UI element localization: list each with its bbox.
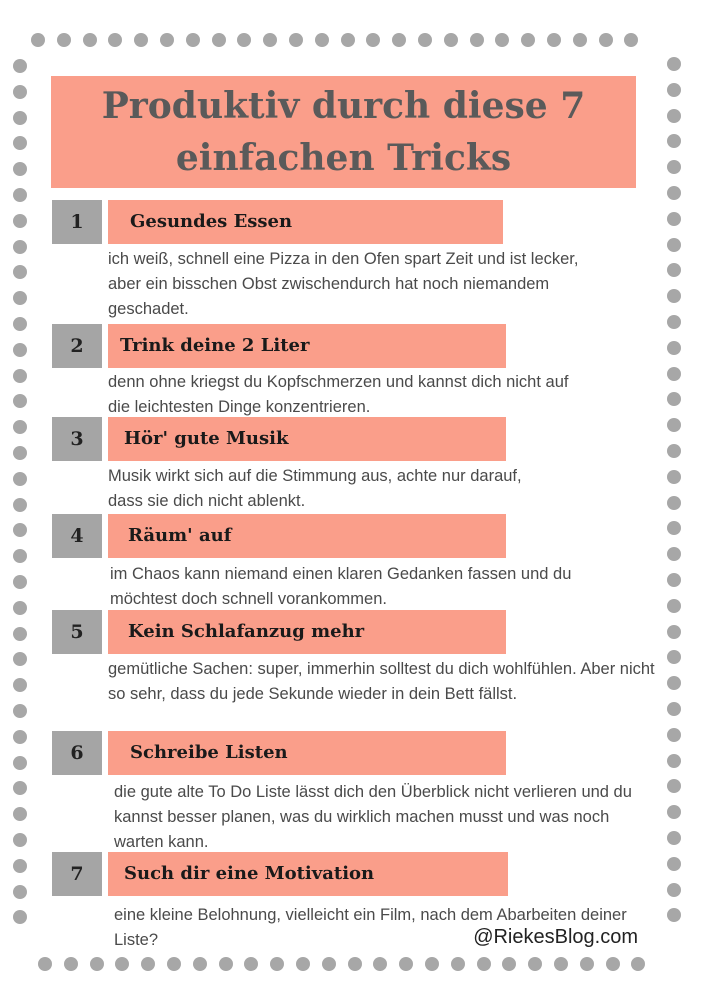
border-dot [502, 957, 516, 971]
tip-description: eine kleine Belohnung, vielleicht ein Film, nach dem Abarbeiten deiner Liste? [114, 906, 627, 949]
border-dot [13, 601, 27, 615]
border-dot [13, 549, 27, 563]
border-dot [244, 957, 258, 971]
border-dot [13, 265, 27, 279]
border-dot [667, 367, 681, 381]
border-dot [631, 957, 645, 971]
border-dot [270, 957, 284, 971]
border-dot [13, 498, 27, 512]
border-dot [108, 33, 122, 47]
tip-number-badge: 7 [52, 852, 102, 896]
border-dot [667, 857, 681, 871]
tip-heading: Such dir eine Motivation [124, 863, 375, 884]
border-dot [13, 343, 27, 357]
border-dot [667, 238, 681, 252]
border-dot [83, 33, 97, 47]
border-dot [13, 678, 27, 692]
border-dot [624, 33, 638, 47]
border-dot [13, 652, 27, 666]
border-dot [13, 420, 27, 434]
border-dot [193, 957, 207, 971]
border-dot [13, 162, 27, 176]
border-dot [451, 957, 465, 971]
border-dot [13, 240, 27, 254]
border-dot [667, 418, 681, 432]
border-dot [186, 33, 200, 47]
tip-description: gemütliche Sachen: super, immerhin solltest du dich wohlfühlen. Aber nicht so sehr, dass du jede Sekunde wieder in dein Bett fällst. [108, 660, 655, 703]
border-dot [667, 341, 681, 355]
border-dot [667, 831, 681, 845]
border-dot [667, 521, 681, 535]
border-dot [289, 33, 303, 47]
tip-description: ich weiß, schnell eine Pizza in den Ofen spart Zeit und ist lecker, aber ein bisschen Obst zwischendurch hat noch niemandem geschadet. [108, 250, 579, 318]
border-dot [667, 444, 681, 458]
border-dot [667, 573, 681, 587]
border-dot [667, 57, 681, 71]
border-dot [667, 702, 681, 716]
border-dot [13, 85, 27, 99]
border-dot [667, 83, 681, 97]
border-dot [667, 676, 681, 690]
border-dot [13, 136, 27, 150]
border-dot [13, 575, 27, 589]
border-dot [13, 369, 27, 383]
tip-number-badge: 1 [52, 200, 102, 244]
border-dot [667, 496, 681, 510]
tip-number-badge: 2 [52, 324, 102, 368]
border-dot [599, 33, 613, 47]
border-dot [373, 957, 387, 971]
border-dot [31, 33, 45, 47]
border-dot [667, 289, 681, 303]
border-dot [219, 957, 233, 971]
tip-heading: Räum' auf [128, 525, 232, 546]
border-dot [13, 523, 27, 537]
border-dot [115, 957, 129, 971]
border-dot [606, 957, 620, 971]
border-dot [547, 33, 561, 47]
border-dot [212, 33, 226, 47]
border-dot [667, 186, 681, 200]
border-dot [13, 291, 27, 305]
border-dot [341, 33, 355, 47]
border-dot [477, 957, 491, 971]
border-dot [237, 33, 251, 47]
border-dot [667, 908, 681, 922]
border-dot [667, 160, 681, 174]
border-dot [167, 957, 181, 971]
border-dot [667, 109, 681, 123]
border-dot [444, 33, 458, 47]
title-line-2: einfachen Tricks [175, 137, 512, 179]
border-dot [13, 704, 27, 718]
title-line-1: Produktiv durch diese 7 [101, 85, 586, 127]
border-dot [667, 263, 681, 277]
tip-number-badge: 5 [52, 610, 102, 654]
border-dot [13, 59, 27, 73]
tip-number-badge: 6 [52, 731, 102, 775]
border-dot [580, 957, 594, 971]
tip-description: die gute alte To Do Liste lässt dich den Überblick nicht verlieren und du kannst besser planen, was du wirklich machen musst und was noch warten kann. [114, 783, 632, 851]
border-dot [392, 33, 406, 47]
border-dot [399, 957, 413, 971]
tip-description: im Chaos kann niemand einen klaren Gedanken fassen und du möchtest doch schnell vorankommen. [110, 565, 572, 608]
border-dot [13, 317, 27, 331]
border-dot [13, 472, 27, 486]
border-dot [13, 627, 27, 641]
border-dot [366, 33, 380, 47]
border-dot [13, 859, 27, 873]
border-dot [13, 730, 27, 744]
tip-heading: Schreibe Listen [130, 742, 288, 763]
border-dot [263, 33, 277, 47]
border-dot [667, 547, 681, 561]
border-dot [348, 957, 362, 971]
border-dot [90, 957, 104, 971]
border-dot [13, 833, 27, 847]
blog-credit: @RiekesBlog.com [473, 926, 638, 948]
border-dot [667, 650, 681, 664]
border-dot [13, 188, 27, 202]
tip-heading: Gesundes Essen [130, 211, 293, 232]
border-dot [13, 885, 27, 899]
border-dot [38, 957, 52, 971]
tip-heading: Hör' gute Musik [124, 428, 289, 449]
border-dot [141, 957, 155, 971]
border-dot [296, 957, 310, 971]
border-dot [13, 807, 27, 821]
border-dot [667, 779, 681, 793]
border-dot [495, 33, 509, 47]
border-dot [315, 33, 329, 47]
border-dot [667, 754, 681, 768]
border-dot [667, 212, 681, 226]
border-dot [160, 33, 174, 47]
border-dot [134, 33, 148, 47]
tip-heading: Kein Schlafanzug mehr [128, 621, 365, 642]
border-dot [13, 111, 27, 125]
border-dot [528, 957, 542, 971]
border-dot [418, 33, 432, 47]
border-dot [667, 392, 681, 406]
tip-number-badge: 4 [52, 514, 102, 558]
tip-number-badge: 3 [52, 417, 102, 461]
border-dot [554, 957, 568, 971]
border-dot [13, 910, 27, 924]
border-dot [667, 315, 681, 329]
border-dot [64, 957, 78, 971]
border-dot [13, 756, 27, 770]
tip-description: Musik wirkt sich auf die Stimmung aus, achte nur darauf, dass sie dich nicht ablenkt. [108, 467, 522, 510]
border-dot [667, 134, 681, 148]
border-dot [13, 214, 27, 228]
border-dot [57, 33, 71, 47]
border-dot [667, 728, 681, 742]
border-dot [13, 446, 27, 460]
border-dot [573, 33, 587, 47]
border-dot [322, 957, 336, 971]
border-dot [470, 33, 484, 47]
border-dot [13, 781, 27, 795]
border-dot [667, 599, 681, 613]
border-dot [521, 33, 535, 47]
tip-description: denn ohne kriegst du Kopfschmerzen und kannst dich nicht auf die leichtesten Dinge konzentrieren. [108, 373, 569, 416]
page-title [51, 80, 636, 184]
border-dot [667, 883, 681, 897]
border-dot [667, 625, 681, 639]
tip-heading: Trink deine 2 Liter [120, 335, 310, 356]
border-dot [13, 394, 27, 408]
border-dot [425, 957, 439, 971]
border-dot [667, 470, 681, 484]
border-dot [667, 805, 681, 819]
